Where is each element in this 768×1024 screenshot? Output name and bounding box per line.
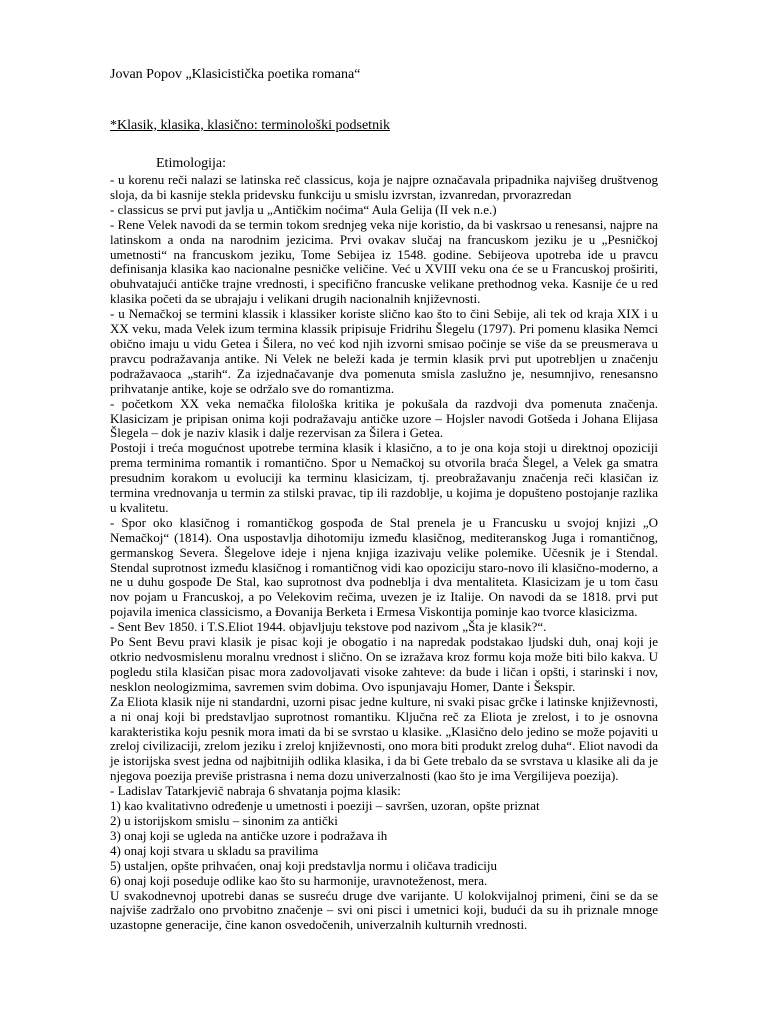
- closing-paragraph: U svakodnevnoj upotrebi danas se susreću druge dve varijante. U kolokvijalnoj primeni, čini se da se najviše zadržalo ono prvobitno značenje – svi oni pisci i umetnici koji, budući da su ih priznale mnoge uzastopne generacije, čine kanon osvedočenih, univerzalnih kulturnih vrednosti.: [110, 887, 658, 933]
- body-text: [110, 173, 658, 933]
- paragraph: - Spor oko klasičnog i romantičkog gospođa de Stal prenela je u Francusku u svojoj knjizi „O Nemačkoj“ (1814). Ona uspostavlja dihotomiju između klasičnog, mediteranskog Juga i romantičnog, germanskog Severa. Šlegelove ideje i njena knjiga izazivaju velike polemike. Učesnik je i Stendal. Stendal suprotnost između klasičnog i romantičnog vidi kao opoziciju staro-novo ili klasično-moderno, a ne u duhu gospođe De Stal, kao suprotnost dva podneblja i dva mentaliteta. Klasicizam je u tom času nov pojam u Francuskoj, a po Velekovim rečima, uvezen je iz Italije. On navodi da se 1818. prvi put pojavila imenica classicismo, a Đovanija Berketa i Ermesa Viskontija pominje kao tvorce klasicizma.: [110, 514, 658, 620]
- list-item: 3) onaj koji se ugleda na antičke uzore i podražava ih: [110, 827, 388, 843]
- paragraph: - Ladislav Tatarkjevič nabraja 6 shvatanja pojma klasik:: [110, 783, 401, 799]
- list-item: 4) onaj koji stvara u skladu sa pravilima: [110, 842, 319, 858]
- classic-definitions-list: [110, 799, 658, 888]
- list-item: 6) onaj koji poseduje odlike kao što su harmonije, uravnoteženost, mera.: [110, 872, 488, 888]
- paragraph: - u korenu reči nalazi se latinska reč classicus, koja je najpre označavala pripadnika najvišeg društvenog sloja, da bi kasnije stekla pridevsku funkciju u smislu izvrstan, izvanredan, prvorazredan: [110, 172, 658, 202]
- paragraph: - Rene Velek navodi da se termin tokom srednjeg veka nije koristio, da bi vaskrsao u renesansi, najpre na latinskom a onda na narodnim jezicima. Prvi ovakav slučaj na francuskom jeziku je u „Pesničkoj umetnosti“ na francuskom jeziku, Tome Sebijea iz 1548. godine. Sebijeova upotreba ide u pravcu definisanja klasika kao nacionalne pesničke veličine. Već u XVIII veku ona će se u Francuskoj proširiti, obuhvatajući antičke trajne vrednosti, i specifično francuske velikane prethodnog veka. Kasnije će u red klasika početi da se ubrajaju i velikani drugih nacionalnih književnosti.: [110, 216, 658, 307]
- list-item: 5) ustaljen, opšte prihvaćen, onaj koji predstavlja normu i oličava tradiciju: [110, 857, 497, 873]
- paragraph: - u Nemačkoj se termini klassik i klassiker koriste slično kao što to čini Sebije, ali tek od kraja XIX i u XX veku, mada Velek izum termina klassik pripisuje Fridrihu Šlegelu (1797). Pri pomenu klasika Nemci obično imaju u vidu Getea i Šilera, no već kod njih izvorni smisao počinje se više da se preusmerava u pravcu podražavanja antike. Ni Velek ne beleži kada je termin klasik prvi put upotrebljen u značenju podražavaoca „starih“. Za izjednačavanje dva pomenuta smisla zaslužno je, nesumnjivo, renesansno prihvatanje antike, koje se održalo sve do romantizma.: [110, 306, 658, 396]
- section-title: *Klasik, klasika, klasično: terminološki podsetnik: [110, 118, 390, 133]
- etymology-subtitle: Etimologija:: [156, 156, 226, 171]
- paragraph: Za Eliota klasik nije ni standardni, uzorni pisac jedne kulture, ni svaki pisac grčke i latinske književnosti, a ni onaj koji bi predstavljao suprotnost romantiku. Ključna reč za Eliota je zrelost, i to je osnovna karakteristika koju pesnik mora imati da bi se svrstao u klasike. „Klasično delo jedino se može pojaviti u zreloj civilizaciji, zrelom jeziku i zreloj književnosti, ono mora biti produkt zrelog duha“. Eliot navodi da je istorijska svest jedna od najbitnijih odlika klasika, i da bi Gete trebalo da se svrstava u klasike ali da je njegova poezija previše pristrasna i nema dozu univerzalnosti (kao što je ima Vergilijeva poezija).: [110, 693, 658, 784]
- paragraph: Postoji i treća mogućnost upotrebe termina klasik i klasično, a to je ona koja stoji u direktnoj opoziciji prema terminima romantik i romantično. Spor u Nemačkoj su otvorila braća Šlegel, a Velek ga smatra presudnim korakom u evoluciji ka terminu klasicizam, tj. preobražavanju značenja reči klasičan iz termina vrednovanja u termin za stilski pravac, tip ili razdoblje, u kojima je dopušteno postojanje razlika u kvalitetu.: [110, 440, 658, 515]
- paragraph: Po Sent Bevu pravi klasik je pisac koji je obogatio i na napredak podstakao ljudski duh, onaj koji je otkrio nedvosmislenu moralnu vrednost i slično. On se izražava kroz formu koja može biti bilo kakva. U pogledu stila klasičan pisac mora zadovoljavati visoke zahteve: da bude i ličan i opšti, i starinski i nov, nesklon neologizmima, savremen svim dobima. Ovo ispunjavaju Homer, Dante i Šekspir.: [110, 634, 658, 694]
- document-page: [110, 66, 658, 933]
- list-item: 2) u istorijskom smislu – sinonim za antički: [110, 812, 338, 828]
- paragraph: - Sent Bev 1850. i T.S.Eliot 1944. objavljuju tekstove pod nazivom „Šta je klasik?“.: [110, 619, 547, 635]
- paragraph: - početkom XX veka nemačka filološka kritika je pokušala da razdvoji dva pomenuta značenja. Klasicizam je pripisan onima koji podražavaju antičke uzore – Hojsler navodi Gotšeda i Johana Elijasa Šlegela – dok je naziv klasik i dalje rezervisan za Šilera i Getea.: [110, 395, 658, 441]
- paragraph: - classicus se prvi put javlja u „Antičkim noćima“ Aula Gelija (II vek n.e.): [110, 201, 497, 217]
- list-item: 1) kao kvalitativno određenje u umetnosti i poeziji – savršen, uzoran, opšte priznat: [110, 798, 540, 814]
- document-header: Jovan Popov „Klasicistička poetika romana“: [110, 67, 361, 82]
